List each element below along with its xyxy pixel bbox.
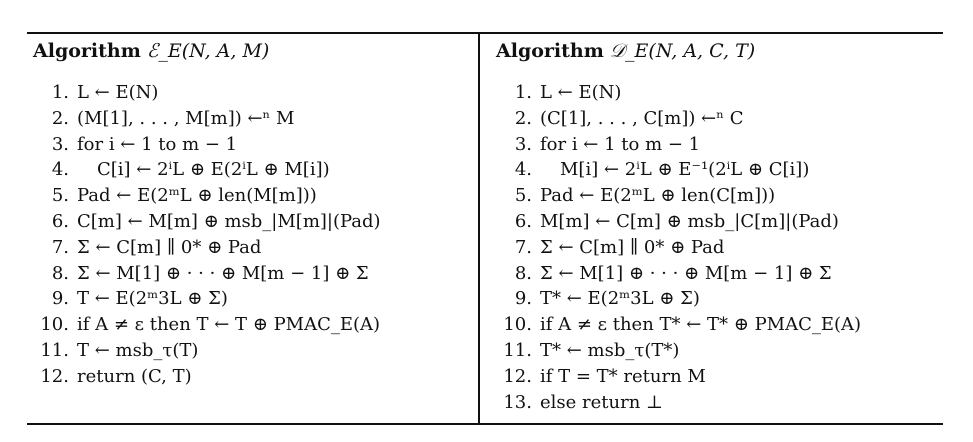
decrypt-step — [496, 80, 936, 106]
decrypt-step — [496, 106, 936, 132]
encrypt-step-text: T ← E(2ᵐ3L ⊕ Σ) — [77, 288, 228, 310]
decrypt-step-number: 12. — [503, 365, 532, 387]
encrypt-step — [33, 261, 473, 287]
bottom-rule — [27, 423, 943, 425]
decrypt-step — [496, 157, 936, 183]
encrypt-step — [33, 157, 473, 183]
decrypt-step — [496, 209, 936, 235]
encrypt-step — [33, 286, 473, 312]
encrypt-step-number: 5. — [51, 185, 69, 207]
decrypt-step-text: Σ ← M[1] ⊕ · · · ⊕ M[m − 1] ⊕ Σ — [540, 262, 832, 284]
encrypt-step — [33, 338, 473, 364]
decrypt-step-number: 8. — [514, 262, 532, 284]
decrypt-step-number: 11. — [503, 339, 532, 361]
encrypt-steps — [33, 80, 473, 390]
decrypt-step-text: for i ← 1 to m − 1 — [540, 133, 701, 155]
decrypt-step-indent — [540, 157, 560, 183]
decrypt-step-number: 4. — [514, 159, 532, 181]
decrypt-step — [496, 338, 936, 364]
encrypt-step-text: return (C, T) — [77, 365, 192, 387]
encrypt-step — [33, 364, 473, 390]
decrypt-step-number: 3. — [514, 133, 532, 155]
encrypt-step — [33, 132, 473, 158]
encrypt-step-text: for i ← 1 to m − 1 — [77, 133, 238, 155]
decrypt-step-text: (C[1], . . . , C[m]) ←ⁿ C — [540, 107, 744, 129]
encrypt-step-number: 8. — [51, 262, 69, 284]
decrypt-step — [496, 235, 936, 261]
encrypt-step-text: (M[1], . . . , M[m]) ←ⁿ M — [77, 107, 295, 129]
decrypt-step — [496, 364, 936, 390]
encrypt-step-text: T ← msb_τ(T) — [77, 339, 199, 361]
decrypt-step-number: 1. — [514, 82, 532, 103]
encrypt-step — [33, 209, 473, 235]
encrypt-step — [33, 312, 473, 338]
encrypt-step-text: Σ ← C[m] ∥ 0* ⊕ Pad — [77, 236, 262, 258]
decrypt-step — [496, 261, 936, 287]
decrypt-step-number: 7. — [514, 236, 532, 258]
decrypt-step-text: if T = T* return M — [540, 365, 706, 387]
encrypt-step-number: 1. — [51, 82, 69, 103]
encrypt-step — [33, 80, 473, 106]
encrypt-step-text: C[m] ← M[m] ⊕ msb_|M[m]|(Pad) — [77, 210, 381, 232]
encrypt-step-text: C[i] ← 2ⁱL ⊕ E(2ⁱL ⊕ M[i]) — [97, 159, 330, 181]
encrypt-step-number: 10. — [40, 314, 69, 336]
decrypt-step-text: else return ⊥ — [540, 391, 663, 413]
encrypt-step-number: 4. — [51, 159, 69, 181]
decrypt-step-number: 13. — [503, 391, 532, 413]
encrypt-title-keyword: Algorithm — [33, 40, 141, 62]
decrypt-step — [496, 183, 936, 209]
column-divider — [478, 34, 480, 423]
encrypt-step-text: L ← E(N) — [77, 82, 159, 103]
decrypt-step — [496, 132, 936, 158]
encrypt-step-number: 2. — [51, 107, 69, 129]
encrypt-step-number: 9. — [51, 288, 69, 310]
decrypt-step-number: 6. — [514, 210, 532, 232]
encrypt-step-number: 6. — [51, 210, 69, 232]
decrypt-step-number: 5. — [514, 185, 532, 207]
encrypt-step-text: Pad ← E(2ᵐL ⊕ len(M[m])) — [77, 185, 317, 207]
encrypt-step-indent — [77, 157, 97, 183]
decrypt-steps — [496, 80, 936, 415]
encrypt-step-number: 12. — [40, 365, 69, 387]
decrypt-title-keyword: Algorithm — [496, 40, 604, 62]
decrypt-step-text: if A ≠ ε then T* ← T* ⊕ PMAC_E(A) — [540, 314, 862, 336]
top-rule — [27, 32, 943, 34]
decrypt-title-signature: 𝒟_E(N, A, C, T) — [609, 40, 756, 62]
decrypt-step — [496, 390, 936, 416]
encrypt-step-number: 7. — [51, 236, 69, 258]
decrypt-step-number: 2. — [514, 107, 532, 129]
decrypt-step — [496, 286, 936, 312]
decrypt-algorithm — [496, 36, 936, 415]
encrypt-title-signature: ℰ_E(N, A, M) — [146, 40, 270, 62]
encrypt-step-number: 11. — [40, 339, 69, 361]
decrypt-step-text: T* ← msb_τ(T*) — [540, 339, 680, 361]
decrypt-step-text: M[i] ← 2ⁱL ⊕ E⁻¹(2ⁱL ⊕ C[i]) — [560, 159, 810, 181]
encrypt-step-text: Σ ← M[1] ⊕ · · · ⊕ M[m − 1] ⊕ Σ — [77, 262, 369, 284]
encrypt-title — [33, 36, 473, 66]
decrypt-step-text: Σ ← C[m] ∥ 0* ⊕ Pad — [540, 236, 725, 258]
encrypt-step-number: 3. — [51, 133, 69, 155]
encrypt-algorithm — [33, 36, 473, 390]
decrypt-step-text: Pad ← E(2ᵐL ⊕ len(C[m])) — [540, 185, 776, 207]
decrypt-step-text: T* ← E(2ᵐ3L ⊕ Σ) — [540, 288, 700, 310]
decrypt-title — [496, 36, 936, 66]
encrypt-step — [33, 235, 473, 261]
decrypt-step-text: M[m] ← C[m] ⊕ msb_|C[m]|(Pad) — [540, 210, 839, 232]
decrypt-step-number: 9. — [514, 288, 532, 310]
encrypt-step — [33, 183, 473, 209]
encrypt-step-text: if A ≠ ε then T ← T ⊕ PMAC_E(A) — [77, 314, 381, 336]
decrypt-step-text: L ← E(N) — [540, 82, 622, 103]
encrypt-step — [33, 106, 473, 132]
decrypt-step — [496, 312, 936, 338]
decrypt-step-number: 10. — [503, 314, 532, 336]
